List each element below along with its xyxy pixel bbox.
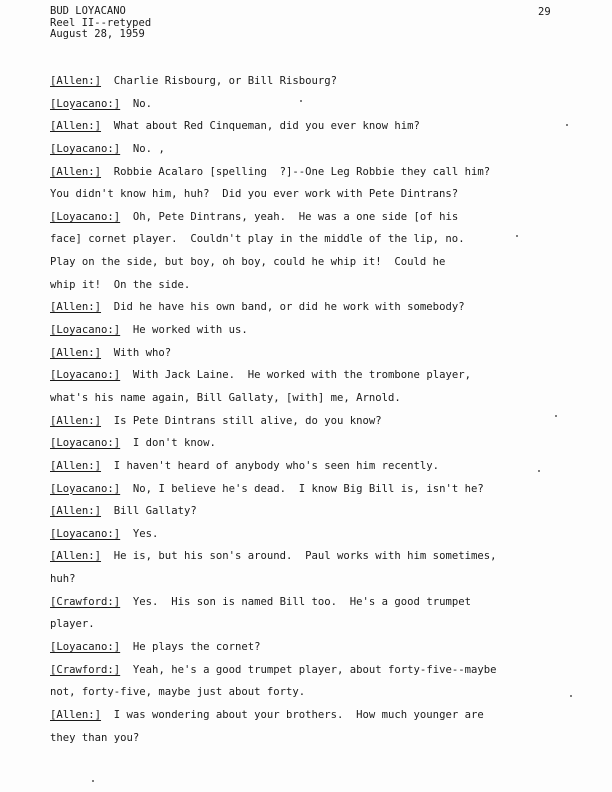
- speaker-label: [Allen:]: [50, 165, 102, 178]
- line-text: whip it! On the side.: [50, 278, 191, 291]
- transcript-line: [50, 727, 580, 750]
- speaker-label: [Loyacano:]: [50, 324, 121, 337]
- transcript-line: [50, 432, 580, 455]
- speaker-label: [Allen:]: [50, 459, 102, 472]
- scan-speck: [516, 235, 518, 237]
- speaker-label: [Loyacano:]: [50, 641, 121, 654]
- line-text: Is Pete Dintrans still alive, do you know?: [101, 414, 382, 427]
- line-text: He plays the cornet?: [120, 641, 261, 654]
- transcript-line: [50, 228, 580, 251]
- header-title: BUD LOYACANO: [50, 5, 126, 17]
- transcript-line: [50, 568, 580, 591]
- line-text: With who?: [101, 346, 172, 359]
- transcript-line: [50, 115, 580, 138]
- speaker-label: [Allen:]: [50, 301, 102, 314]
- header-date: August 28, 1959: [50, 28, 145, 40]
- line-text: He worked with us.: [120, 324, 248, 337]
- transcript-line: [50, 636, 580, 659]
- transcript-line: [50, 523, 580, 546]
- scan-speck: [566, 124, 568, 126]
- line-text: What about Red Cinqueman, did you ever know him?: [101, 120, 420, 133]
- transcript-line: [50, 93, 580, 116]
- line-text: No.: [120, 97, 153, 110]
- transcript-line: [50, 274, 580, 297]
- transcript-line: [50, 342, 580, 365]
- transcript-line: [50, 70, 580, 93]
- scan-speck: [555, 415, 557, 417]
- line-text: not, forty-five, maybe just about forty.: [50, 686, 306, 699]
- document-header: [50, 6, 151, 41]
- line-text: Yeah, he's a good trumpet player, about forty-five--maybe: [120, 663, 497, 676]
- transcript-line: [50, 455, 580, 478]
- transcript-line: [50, 206, 580, 229]
- page-number: 29: [538, 6, 551, 18]
- speaker-label: [Allen:]: [50, 505, 102, 518]
- line-text: No. ,: [120, 142, 165, 155]
- speaker-label: [Loyacano:]: [50, 437, 121, 450]
- line-text: No, I believe he's dead. I know Big Bill is, isn't he?: [120, 482, 484, 495]
- speaker-label: [Allen:]: [50, 346, 102, 359]
- transcript-line: [50, 387, 580, 410]
- line-text: player.: [50, 618, 95, 631]
- line-text: Yes.: [120, 527, 159, 540]
- speaker-label: [Crawford:]: [50, 595, 121, 608]
- line-text: I was wondering about your brothers. How much younger are: [101, 708, 484, 721]
- line-text: He is, but his son's around. Paul works with him sometimes,: [101, 550, 497, 563]
- speaker-label: [Crawford:]: [50, 663, 121, 676]
- line-text: they than you?: [50, 731, 140, 744]
- line-text: Play on the side, but boy, oh boy, could he whip it! Could he: [50, 256, 446, 269]
- speaker-label: [Loyacano:]: [50, 142, 121, 155]
- line-text: Charlie Risbourg, or Bill Risbourg?: [101, 75, 338, 87]
- line-text: Did he have his own band, or did he work with somebody?: [101, 301, 465, 314]
- line-text: face] cornet player. Couldn't play in the middle of the lip, no.: [50, 233, 465, 246]
- speaker-label: [Allen:]: [50, 708, 102, 721]
- transcript-line: [50, 613, 580, 636]
- transcript-line: [50, 161, 580, 184]
- transcript-line: [50, 183, 580, 206]
- transcript-line: [50, 138, 580, 161]
- transcript-line: [50, 659, 580, 682]
- transcript-line: [50, 591, 580, 614]
- line-text: I don't know.: [120, 437, 216, 450]
- line-text: Yes. His son is named Bill too. He's a good trumpet: [120, 595, 471, 608]
- line-text: You didn't know him, huh? Did you ever work with Pete Dintrans?: [50, 188, 459, 201]
- speaker-label: [Allen:]: [50, 414, 102, 427]
- line-text: Oh, Pete Dintrans, yeah. He was a one side [of his: [120, 210, 459, 223]
- transcript-line: [50, 681, 580, 704]
- transcript-line: [50, 704, 580, 727]
- transcript-line: [50, 364, 580, 387]
- transcript-line: [50, 296, 580, 319]
- scan-speck: [92, 780, 94, 782]
- line-text: huh?: [50, 573, 76, 586]
- transcript-line: [50, 319, 580, 342]
- line-text: Robbie Acalaro [spelling ?]--One Leg Robbie they call him?: [101, 165, 491, 178]
- transcript-line: [50, 478, 580, 501]
- scan-speck: [570, 695, 572, 697]
- line-text: With Jack Laine. He worked with the trombone player,: [120, 369, 471, 382]
- transcript-body: [50, 70, 580, 749]
- speaker-label: [Allen:]: [50, 75, 102, 87]
- transcript-line: [50, 545, 580, 568]
- speaker-label: [Loyacano:]: [50, 210, 121, 223]
- speaker-label: [Allen:]: [50, 550, 102, 563]
- speaker-label: [Allen:]: [50, 120, 102, 133]
- speaker-label: [Loyacano:]: [50, 369, 121, 382]
- line-text: Bill Gallaty?: [101, 505, 197, 518]
- scan-speck: [300, 100, 302, 102]
- header-reel: Reel II--retyped: [50, 16, 152, 29]
- transcript-line: [50, 500, 580, 523]
- line-text: what's his name again, Bill Gallaty, [with] me, Arnold.: [50, 391, 401, 404]
- transcript-line: [50, 410, 580, 433]
- transcript-line: [50, 251, 580, 274]
- speaker-label: [Loyacano:]: [50, 527, 121, 540]
- speaker-label: [Loyacano:]: [50, 482, 121, 495]
- speaker-label: [Loyacano:]: [50, 97, 121, 110]
- line-text: I haven't heard of anybody who's seen him recently.: [101, 459, 440, 472]
- scan-speck: [538, 470, 540, 472]
